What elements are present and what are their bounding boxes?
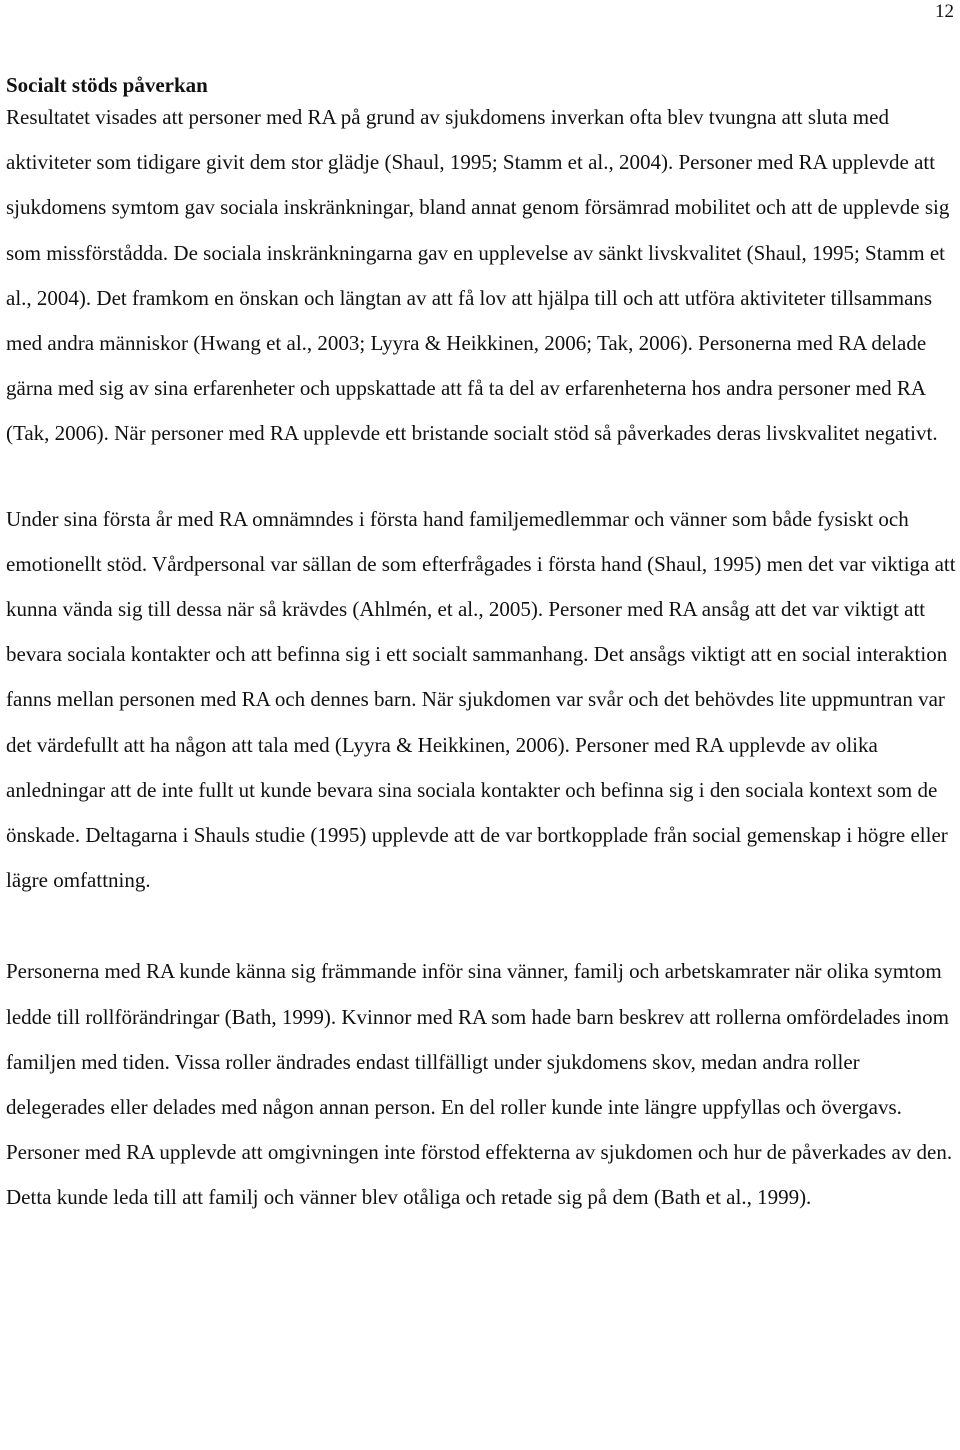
body-paragraph: Under sina första år med RA omnämndes i första hand familjemedlemmar och vänner som både fysiskt och emotionellt stöd. Vårdpersonal var sällan de som efterfrågades i första hand (Shaul, 1995) men det var viktiga att kunna vända sig till dessa när så krävdes (Ahlmén, et al., 2005). Personer med RA ansåg att det var viktigt att bevara sociala kontakter och att befinna sig i ett socialt sammanhang. Det ansågs viktigt att en social interaktion fanns mellan personen med RA och dennes barn. När sjukdomen var svår och det behövdes lite uppmuntran var det värdefullt att ha någon att tala med (Lyyra & Heikkinen, 2006). Personer med RA upplevde av olika anledningar att de inte fullt ut kunde bevara sina sociala kontakter och befinna sig i den sociala kontext som de önskade. Deltagarna i Shauls studie (1995) upplevde att de var bortkopplade från social gemenskap i högre eller lägre omfattning. [6, 506, 956, 893]
body-paragraph: Personerna med RA kunde känna sig främmande inför sina vänner, familj och arbetskamrater när olika symtom ledde till rollförändringar (Bath, 1999). Kvinnor med RA som hade barn beskrev att rollerna omfördelades inom familjen med tiden. Vissa roller ändrades endast tillfälligt under sjukdomens skov, medan andra roller delegerades eller delades med någon annan person. En del roller kunde inte längre uppfyllas och övergavs. Personer med RA upplevde att omgivningen inte förstod effekterna av sjukdomen och hur de påverkades av den. Detta kunde leda till att familj och vänner blev otåliga och retade sig på dem (Bath et al., 1999). [6, 959, 953, 1210]
body-paragraph: Resultatet visades att personer med RA på grund av sjukdomens inverkan ofta blev tvungna att sluta med aktiviteter som tidigare givit dem stor glädje (Shaul, 1995; Stamm et al., 2004). Personer med RA upplevde att sjukdomens symtom gav sociala inskränkningar, bland annat genom försämrad mobilitet och att de upplevde sig som missförstådda. De sociala inskränkningarna gav en upplevelse av sänkt livskvalitet (Shaul, 1995; Stamm et al., 2004). Det framkom en önskan och längtan av att få lov att hjälpa till och att utföra aktiviteter tillsammans med andra människor (Hwang et al., 2003; Lyyra & Heikkinen, 2006; Tak, 2006). Personerna med RA delade gärna med sig av sina erfarenheter och uppskattade att få ta del av erfarenheterna hos andra personer med RA (Tak, 2006). När personer med RA upplevde ett bristande socialt stöd så påverkades deras livskvalitet negativt. [6, 105, 950, 446]
page-number: 12 [935, 1, 954, 22]
page-content [6, 70, 958, 1221]
section-heading: Socialt stöds påverkan [6, 73, 208, 97]
